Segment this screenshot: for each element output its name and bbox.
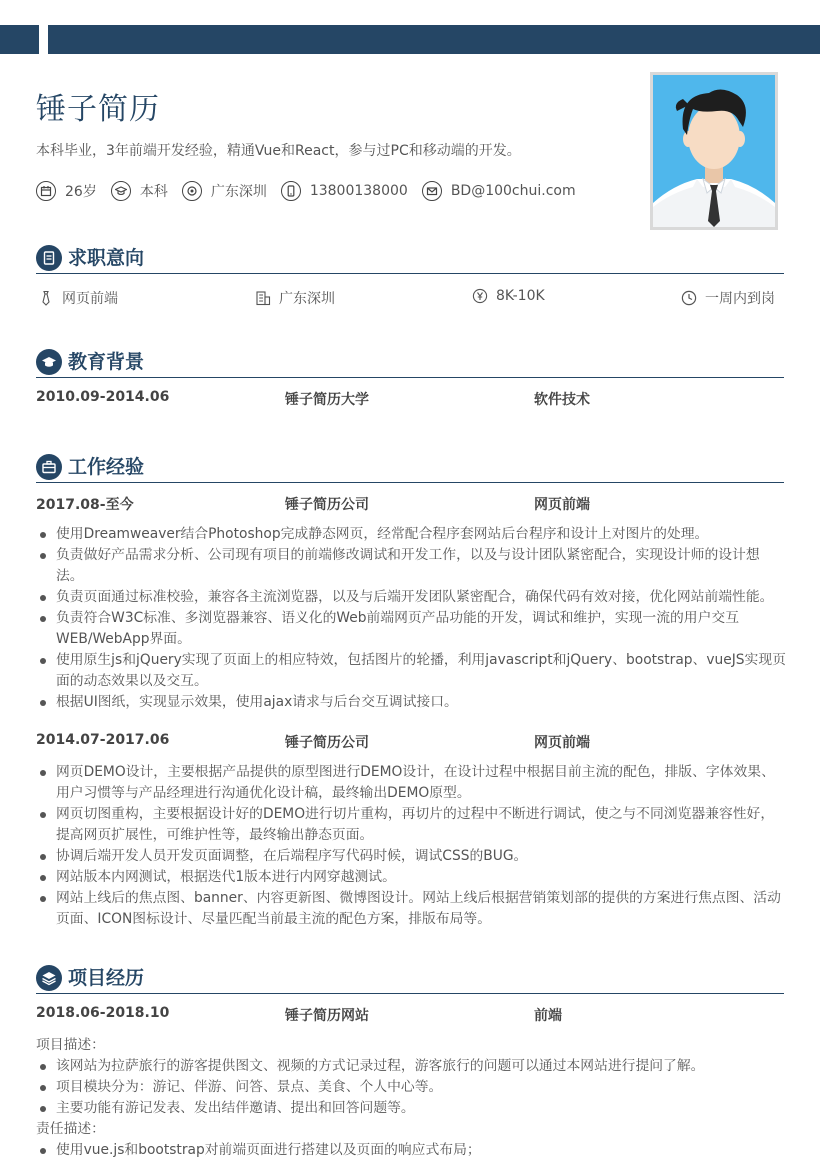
project-duty-label: 责任描述： xyxy=(36,1121,105,1137)
list-item: 网页切图重构，主要根据设计好的DEMO进行切片重构，再切片的过程中不断进行调试，使之与不同浏览器兼容性好，提高网页扩展性，可维护性等，最终输出静态页面。 xyxy=(36,804,786,846)
intent-city-text: 广东深圳 xyxy=(279,291,335,307)
info-phone xyxy=(281,181,408,201)
project-duty-bullets xyxy=(36,1140,786,1161)
personal-info-row xyxy=(36,181,590,201)
job-2-role: 网页前端 xyxy=(534,735,590,751)
section-title-intent: 求职意向 xyxy=(68,247,145,269)
project-period: 2018.06-2018.10 xyxy=(36,1005,170,1021)
info-age xyxy=(36,181,97,201)
list-item: 根据UI图纸，实现显示效果，使用ajax请求与后台交互调试接口。 xyxy=(36,692,786,713)
job-2-bullets xyxy=(36,762,786,930)
resume-name: 锤子简历 xyxy=(36,92,160,127)
list-item: 网站上线后的焦点图、banner、内容更新图、微博图设计。网站上线后根据营销策划部的提供的方案进行焦点图、活动页面、ICON图标设计、尽量匹配当前最主流的配色方案，排版布局等。 xyxy=(36,888,786,930)
info-degree xyxy=(111,181,168,201)
info-age-text: 26岁 xyxy=(65,184,97,200)
project-role: 前端 xyxy=(534,1008,562,1024)
intent-salary xyxy=(472,288,545,304)
resume-summary: 本科毕业，3年前端开发经验，精通Vue和React，参与过PC和移动端的开发。 xyxy=(36,143,521,159)
list-item: 负责符合W3C标准、多浏览器兼容、语义化的Web前端网页产品功能的开发，调试和维护，实现一流的用户交互WEB/WebApp界面。 xyxy=(36,608,786,650)
section-title-project: 项目经历 xyxy=(68,967,145,989)
location-pin-icon xyxy=(182,181,202,201)
info-degree-text: 本科 xyxy=(139,184,168,200)
project-desc-label: 项目描述： xyxy=(36,1037,105,1053)
list-item: 该网站为拉萨旅行的游客提供图文、视频的方式记录过程，游客旅行的问题可以通过本网站进行提问了解。 xyxy=(36,1056,786,1077)
intent-salary-text: 8K-10K xyxy=(496,288,545,304)
info-location xyxy=(182,181,267,201)
intent-availability xyxy=(681,288,775,308)
yen-icon xyxy=(472,288,488,304)
building-icon xyxy=(255,290,271,306)
list-item: 负责做好产品需求分析、公司现有项目的前端修改调试和开发工作，以及与设计团队紧密配合，实现设计师的设计想法。 xyxy=(36,545,786,587)
education-school: 锤子简历大学 xyxy=(285,392,369,408)
briefcase-icon xyxy=(36,454,62,480)
info-email xyxy=(422,181,576,201)
education-period: 2010.09-2014.06 xyxy=(36,389,170,405)
job-intent-row xyxy=(38,288,778,310)
section-header-education xyxy=(36,349,784,378)
job-2-period: 2014.07-2017.06 xyxy=(36,732,170,748)
list-item: 使用原生js和jQuery实现了页面上的相应特效，包括图片的轮播，利用javascript和jQuery、bootstrap、vueJS实现页面的动态效果以及交互。 xyxy=(36,650,786,692)
education-major: 软件技术 xyxy=(534,392,590,408)
list-item: 负责页面通过标准校验，兼容各主流浏览器，以及与后端开发团队紧密配合，确保代码有效对接，优化网站前端性能。 xyxy=(36,587,786,608)
section-header-project xyxy=(36,965,784,994)
job-2-row xyxy=(36,732,784,752)
avatar xyxy=(650,72,778,230)
document-icon xyxy=(36,245,62,271)
section-header-work xyxy=(36,454,784,483)
graduation-cap-icon xyxy=(111,181,131,201)
graduation-cap-icon xyxy=(36,349,62,375)
list-item: 使用Dreamweaver结合Photoshop完成静态网页，经常配合程序套网站后台程序和设计上对图片的处理。 xyxy=(36,524,786,545)
info-phone-text: 13800138000 xyxy=(309,183,408,199)
job-1-bullets xyxy=(36,524,786,713)
calendar-icon xyxy=(36,181,56,201)
intent-city xyxy=(255,288,335,308)
section-title-work: 工作经验 xyxy=(68,456,145,478)
info-location-text: 广东深圳 xyxy=(210,184,267,200)
intent-availability-text: 一周内到岗 xyxy=(705,291,775,307)
section-title-education: 教育背景 xyxy=(68,351,145,373)
info-email-text: BD@100chui.com xyxy=(450,183,576,199)
clock-icon xyxy=(681,290,697,306)
job-1-role: 网页前端 xyxy=(534,497,590,513)
job-1-row xyxy=(36,494,784,514)
intent-position xyxy=(38,288,118,308)
list-item: 项目模块分为：游记、伴游、问答、景点、美食、个人中心等。 xyxy=(36,1077,786,1098)
layers-icon xyxy=(36,965,62,991)
header-accent-bar-left xyxy=(0,25,39,54)
mail-icon xyxy=(422,181,442,201)
project-name: 锤子简历网站 xyxy=(285,1008,369,1024)
list-item: 协调后端开发人员开发页面调整，在后端程序写代码时候，调试CSS的BUG。 xyxy=(36,846,786,867)
tie-icon xyxy=(38,290,54,306)
intent-position-text: 网页前端 xyxy=(62,291,118,307)
project-row xyxy=(36,1005,784,1025)
list-item: 使用vue.js和bootstrap对前端页面进行搭建以及页面的响应式布局； xyxy=(36,1140,786,1161)
list-item: 网页DEMO设计，主要根据产品提供的原型图进行DEMO设计，在设计过程中根据目前主流的配色，排版、字体效果、用户习惯等与产品经理进行沟通优化设计稿，最终输出DEMO原型。 xyxy=(36,762,786,804)
header-accent-bar xyxy=(48,25,820,54)
list-item: 网站版本内网测试，根据迭代1版本进行内网穿越测试。 xyxy=(36,867,786,888)
job-2-company: 锤子简历公司 xyxy=(285,735,369,751)
job-1-period: 2017.08-至今 xyxy=(36,497,134,513)
education-row xyxy=(36,389,784,409)
project-desc-bullets xyxy=(36,1056,786,1119)
avatar-illustration xyxy=(653,75,775,227)
job-1-company: 锤子简历公司 xyxy=(285,497,369,513)
section-header-intent xyxy=(36,245,784,274)
list-item: 主要功能有游记发表、发出结伴邀请、提出和回答问题等。 xyxy=(36,1098,786,1119)
phone-icon xyxy=(281,181,301,201)
